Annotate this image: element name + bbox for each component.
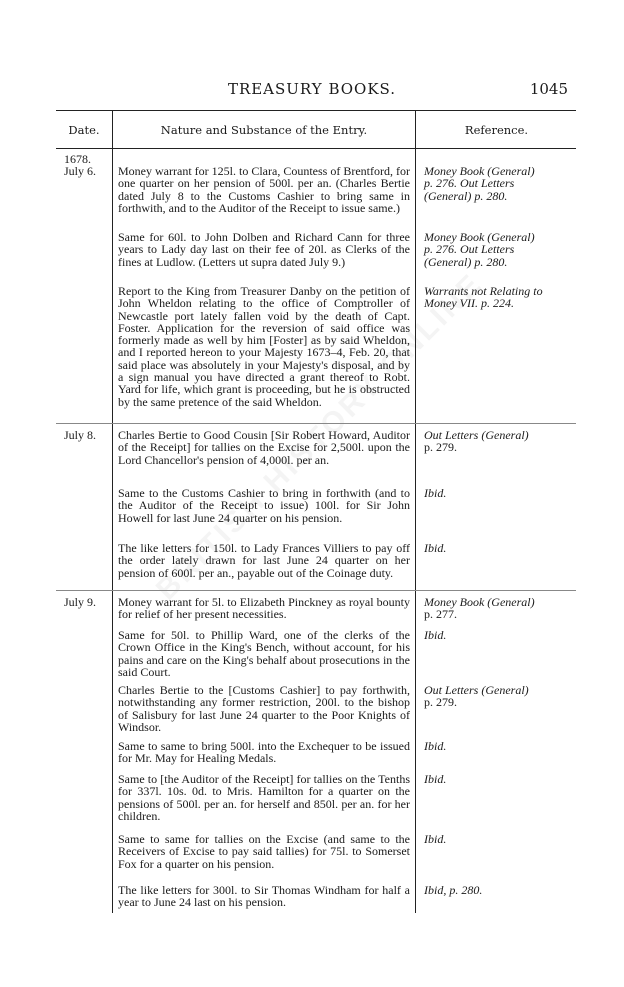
entry-reference <box>424 231 572 268</box>
section-rule <box>56 423 576 424</box>
entry-text: Charles Bertie to the [Customs Cashier] to pay forthwith, notwithstanding any former restriction, 200l. to the bishop of Salisbury for last June 24 quarter to the Poor Knights of Windsor. <box>118 683 410 734</box>
header-rule <box>56 148 576 149</box>
entry-text: Money warrant for 125l. to Clara, Countess of Brentford, for one quarter on her pension of 500l. per an. (Charles Bertie dated July 8 to the Customs Cashier to bring same in forthwith, and to the Auditor of the Receipt to issue same.) <box>118 164 410 215</box>
reference-line: Warrants not Relating to <box>424 284 543 298</box>
column-head-reference: Reference. <box>464 123 529 137</box>
year-label: 1678. <box>64 152 91 166</box>
reference-line: p. 276. Out Letters <box>424 242 515 257</box>
reference-line: p. 276. Out Letters <box>424 176 515 191</box>
reference-line: Out Letters (General) <box>424 683 529 697</box>
entry-reference <box>424 487 572 499</box>
reference-line: Ibid. <box>424 832 447 846</box>
section-rule <box>56 590 576 591</box>
reference-line: Ibid. <box>424 541 447 555</box>
reference-line: (General) p. 280. <box>424 188 508 203</box>
entry-text: The like letters for 300l. to Sir Thomas Windham for half a year to June 24 last on his pension. <box>118 883 410 910</box>
entry-reference <box>424 285 572 310</box>
reference-line: Money Book (General) <box>424 164 535 178</box>
entry-reference <box>424 833 572 845</box>
reference-line: p. 279. <box>424 440 457 455</box>
reference-line: (General) p. 280. <box>424 254 508 269</box>
entry-text: Same to [the Auditor of the Receipt] for tallies on the Tenths for 337l. 10s. 0d. to Mris. Hamilton for a quarter on the pensions of 500l. per an. for herself and 850l. per an. for her children. <box>118 772 410 823</box>
reference-line: Money Book (General) <box>424 230 535 244</box>
entry-date: July 6. <box>64 164 97 178</box>
reference-line: Money Book (General) <box>424 595 535 609</box>
entry-text: Money warrant for 5l. to Elizabeth Pinckney as royal bounty for relief of her present necessities. <box>118 595 410 622</box>
top-rule <box>56 110 576 111</box>
reference-line: p. 279. <box>424 695 457 710</box>
reference-line: Ibid. <box>424 772 447 786</box>
entry-reference <box>424 542 572 554</box>
entry-date: July 9. <box>64 595 97 609</box>
column-head-entry: Nature and Substance of the Entry. <box>160 123 368 137</box>
reference-line: Ibid, p. 280. <box>424 883 483 897</box>
reference-line: Money VII. p. 224. <box>424 296 514 311</box>
entry-reference <box>424 596 572 621</box>
entry-text: Same to same for tallies on the Excise (and same to the Receivers of Excise to pay said tallies) for 75l. to Somerset Fox for a quarter on his pension. <box>118 832 410 871</box>
entry-reference <box>424 740 572 752</box>
entry-text: The like letters for 150l. to Lady Frances Villiers to pay off the order lately drawn for last June 24 quarter on her pension of 600l. per an., payable out of the Coinage duty. <box>118 541 410 580</box>
column-divider-right <box>415 111 416 913</box>
reference-line: Ibid. <box>424 486 447 500</box>
reference-line: Out Letters (General) <box>424 428 529 442</box>
column-head-date: Date. <box>68 123 100 137</box>
reference-line: Ibid. <box>424 628 447 642</box>
page-title: TREASURY BOOKS. <box>227 80 397 98</box>
entry-text: Same for 60l. to John Dolben and Richard Cann for three years to Lady day last on their fee of 20l. as Clerks of the fines at Ludlow. (Letters ut supra dated July 9.) <box>118 230 410 269</box>
column-divider-left <box>112 111 113 913</box>
page-number: 1045 <box>529 80 568 98</box>
entry-text: Report to the King from Treasurer Danby on the petition of John Wheldon relating to the office of Comptroller of Newcastle port lately fallen void by the death of Capt. Foster. Application for the reversion of said office was formerly made as well by him [Foster] as by said Wheldon, and I reported hereon to your Majesty 1673–4, Feb. 20, that said place was absolutely in your Majesty's disposal, and by a sign manual you have directed a grant thereof to Robt. Yard for life, which grant is proceeding, but he is obstructed by the same pretence of the said Wheldon. <box>118 284 410 409</box>
entry-reference <box>424 773 572 785</box>
entry-reference <box>424 165 572 202</box>
reference-line: Ibid. <box>424 739 447 753</box>
entry-reference <box>424 629 572 641</box>
entry-date: July 8. <box>64 428 97 442</box>
entry-text: Same for 50l. to Phillip Ward, one of the clerks of the Crown Office in the King's Bench, without account, for his pains and care on the King's behalf about prosecutions in the said Court. <box>118 628 410 679</box>
entry-text: Same to same to bring 500l. into the Exchequer to be issued for Mr. May for Healing Medals. <box>118 739 410 766</box>
entry-reference <box>424 429 572 454</box>
entry-reference <box>424 684 572 709</box>
entry-reference <box>424 884 572 896</box>
entry-text: Charles Bertie to Good Cousin [Sir Robert Howard, Auditor of the Receipt] for tallies on the Excise for 2,500l. upon the Lord Chancellor's pension of 4,000l. per an. <box>118 428 410 467</box>
reference-line: p. 277. <box>424 607 457 622</box>
entry-text: Same to the Customs Cashier to bring in forthwith (and to the Auditor of the Receipt to issue) 100l. for Sir John Howell for last June 24 quarter on his pension. <box>118 486 410 525</box>
